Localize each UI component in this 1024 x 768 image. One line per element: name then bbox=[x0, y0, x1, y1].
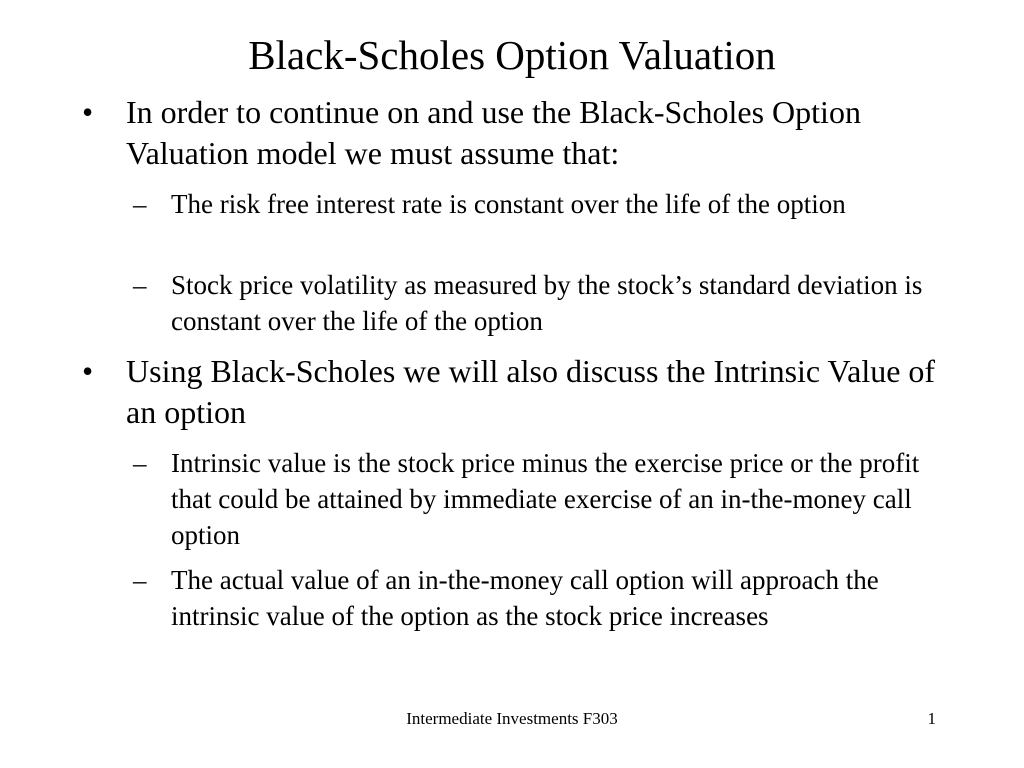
sub-bullet-item-1-2 bbox=[133, 267, 953, 339]
bullet-item-1 bbox=[82, 92, 942, 174]
page-number: 1 bbox=[927, 709, 936, 728]
sub-bullet-marker: – bbox=[133, 270, 147, 300]
bullet-item-2 bbox=[82, 351, 942, 433]
slide-footer: Intermediate Investments F303 bbox=[406, 709, 618, 728]
bullet-marker: • bbox=[82, 353, 94, 389]
sub-bullet-item-1-1 bbox=[133, 186, 953, 222]
sub-bullet-text: Intrinsic value is the stock price minus the exercise price or the profit that could be attained by immediate exercise of an in-the-money call option bbox=[171, 448, 920, 550]
sub-bullet-text: Stock price volatility as measured by the stock’s standard deviation is constant over the life of the option bbox=[171, 270, 923, 336]
sub-bullet-item-2-2 bbox=[133, 562, 953, 634]
sub-bullet-item-2-1 bbox=[133, 445, 953, 553]
sub-bullet-marker: – bbox=[133, 448, 147, 478]
slide-title: Black-Scholes Option Valuation bbox=[248, 32, 776, 78]
sub-bullet-text: The risk free interest rate is constant over the life of the option bbox=[171, 189, 846, 219]
sub-bullet-marker: – bbox=[133, 565, 147, 595]
bullet-text: In order to continue on and use the Black-Scholes Option Valuation model we must assume that: bbox=[126, 94, 861, 171]
sub-bullet-text: The actual value of an in-the-money call option will approach the intrinsic value of the option as the stock price increases bbox=[171, 565, 879, 631]
sub-bullet-marker: – bbox=[133, 189, 147, 219]
bullet-text: Using Black-Scholes we will also discuss the Intrinsic Value of an option bbox=[126, 353, 936, 430]
bullet-marker: • bbox=[82, 94, 94, 130]
